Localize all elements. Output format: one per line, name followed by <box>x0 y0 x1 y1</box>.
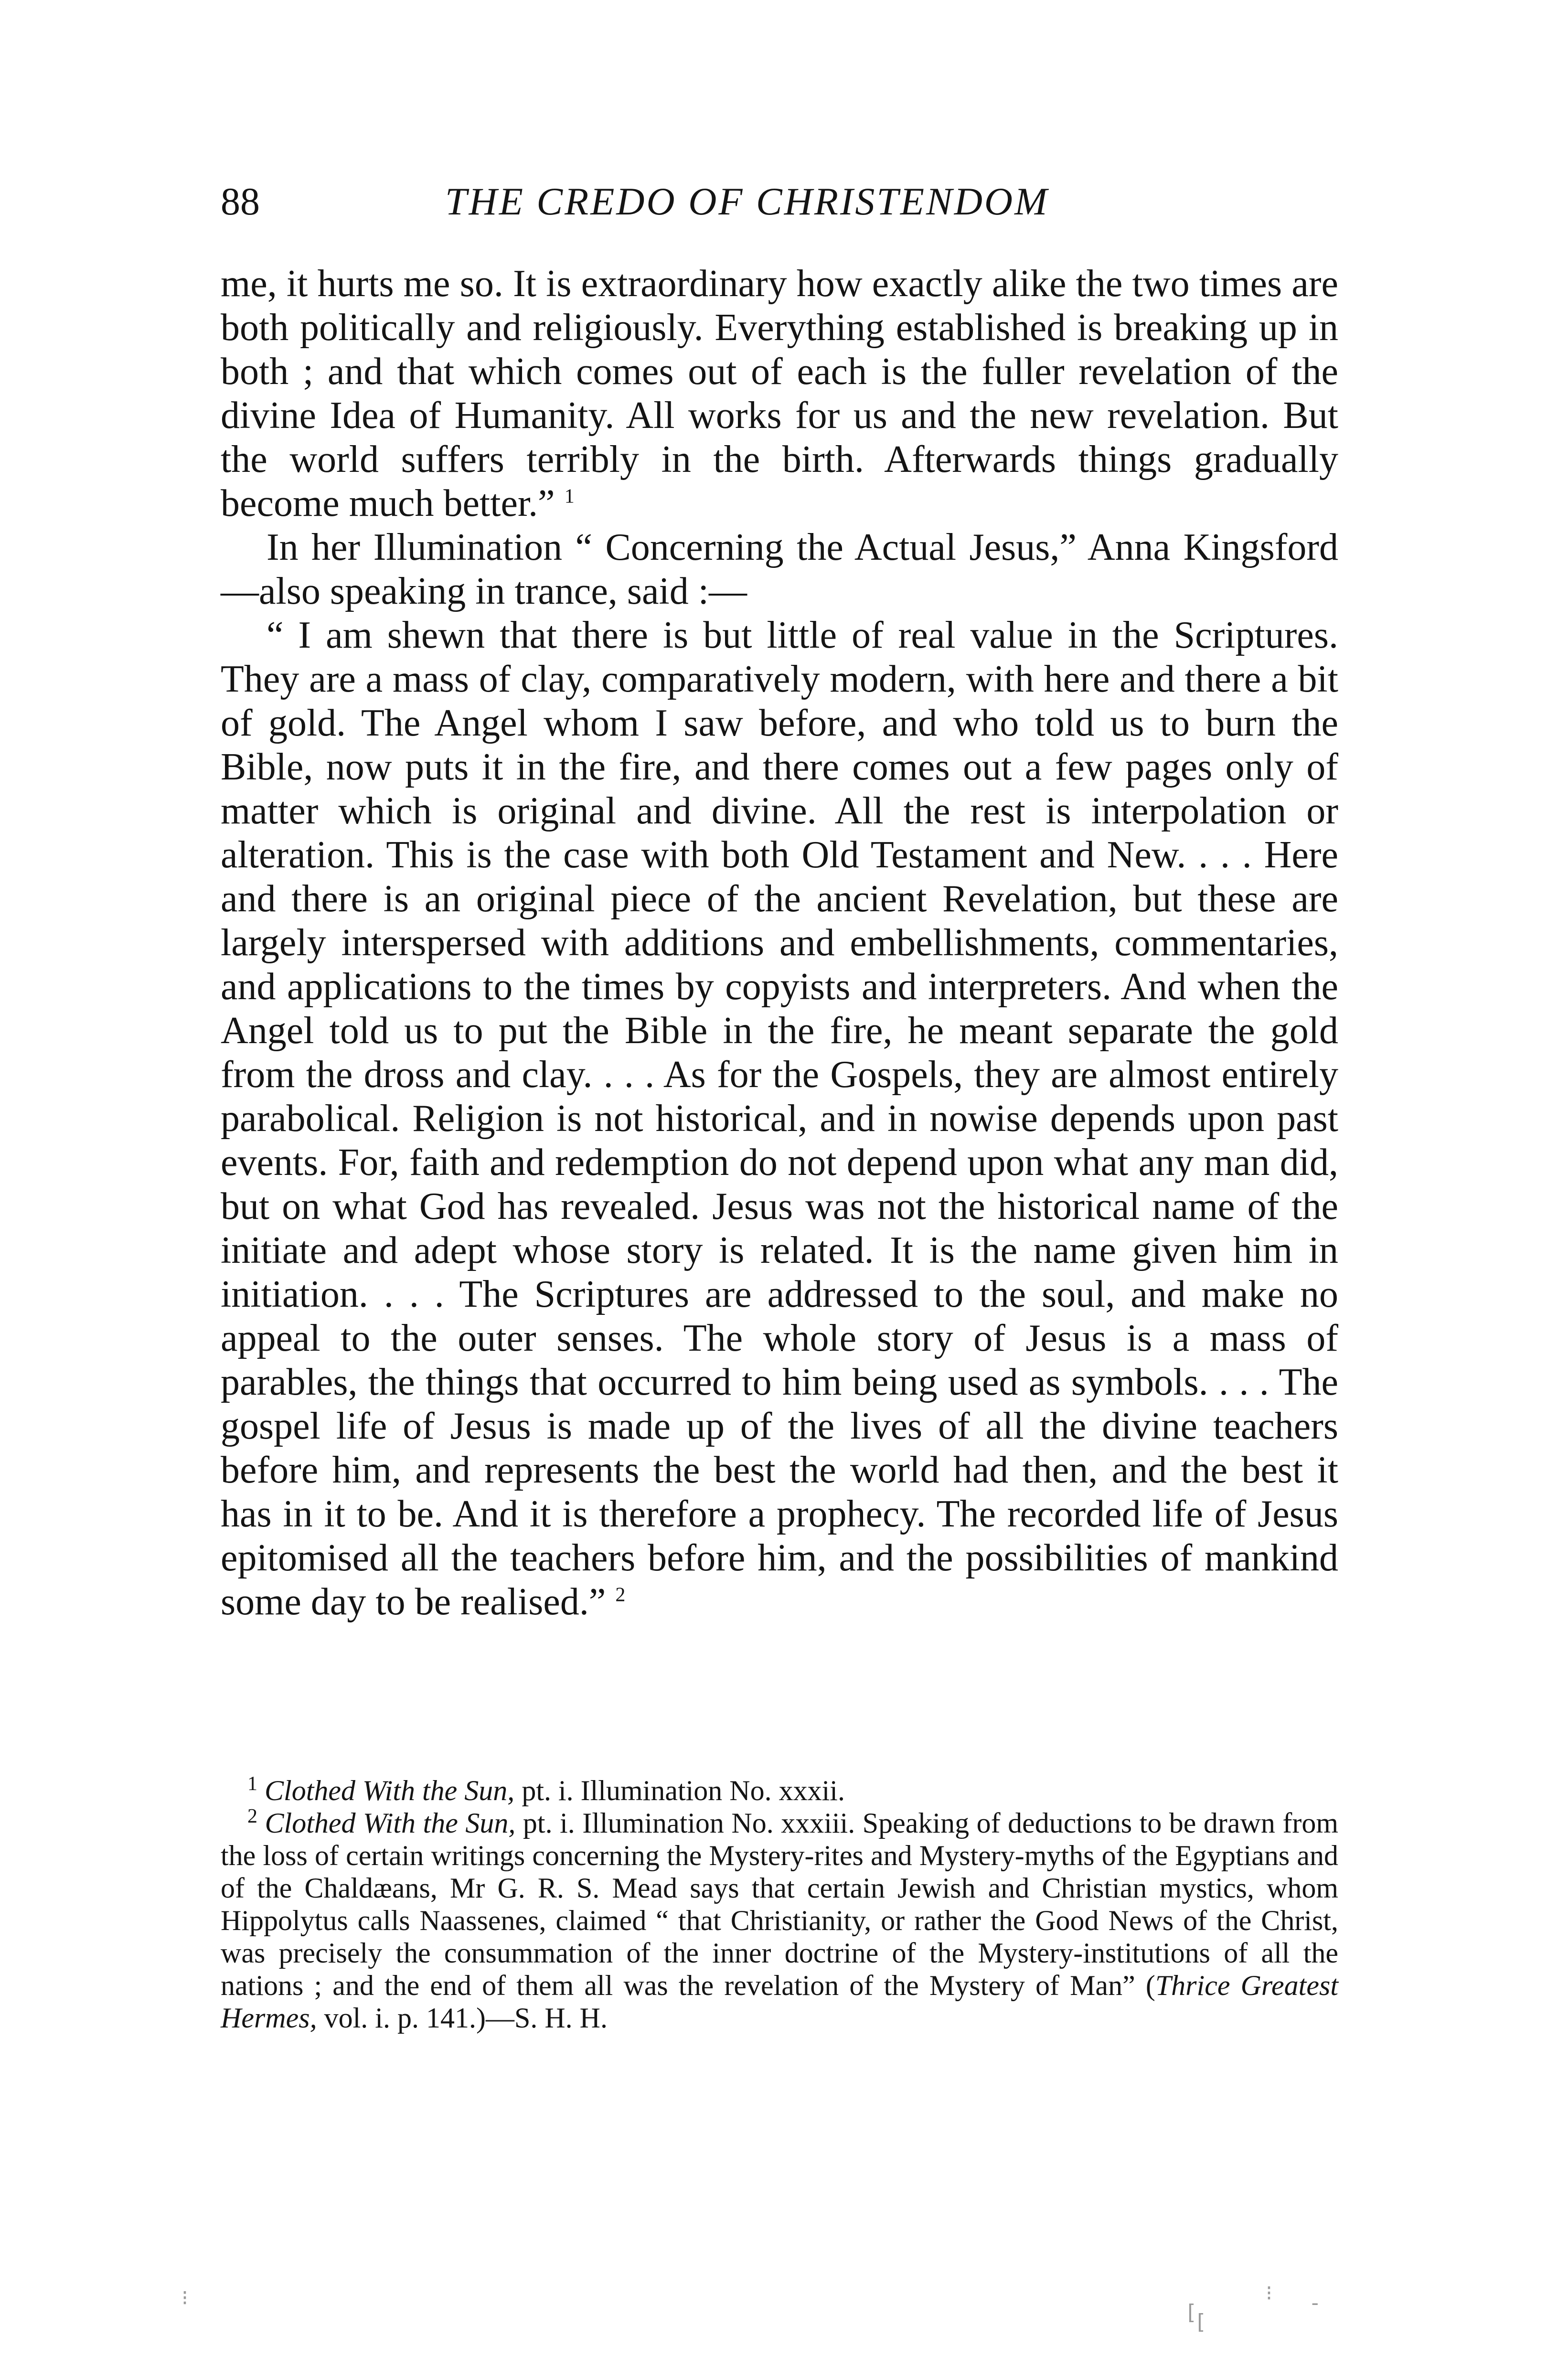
paragraph <box>221 525 1338 613</box>
footnote-marker: 2 <box>247 1805 257 1827</box>
footnote <box>221 1774 1338 1807</box>
block-quote <box>221 613 1338 1624</box>
footnote-book-title: Clothed With the Sun, <box>265 1775 515 1806</box>
page-number: 88 <box>221 180 260 223</box>
scan-artifact: - <box>1309 2291 1322 2315</box>
body-text <box>221 262 1338 1624</box>
footnotes <box>221 1774 1338 2034</box>
scan-artifact: [ <box>1184 2300 1197 2325</box>
footnote-text: pt. i. Illumination No. xxxiii. Speaking of deductions to be drawn from the loss of certain writings concerning the Mystery-rites and Mystery-myths of the Egyptians and of the Chaldæans, Mr G. R. S. Mead says that certain Jewish and Christian mystics, whom Hippolytus calls Naassenes, claimed “ that Christianity, or rather the Good News of the Christ, was precisely the consummation of the inner doctrine of the Mystery-institutions of all the nations ; and the end of them all was the revelation of the Mystery of Man” ( <box>221 1807 1339 2001</box>
paragraph-text: me, it hurts me so. It is extraordinary how exactly alike the two times are both politically and religiously. Everything established is breaking up in both ; and that which comes out of each is the fuller revelation of the divine Idea of Humanity. All works for us and the new revelation. But the world suffers terribly in the birth. Afterwards things gradually become much better.” <box>221 263 1338 524</box>
paragraph-text: In her Illumination “ Concerning the Actual Jesus,” Anna Kingsford—also speaking in trance, said :— <box>221 526 1338 612</box>
scan-artifact: [ <box>1194 2310 1207 2334</box>
footnote-text: vol. i. p. 141.)—S. H. H. <box>317 2002 608 2034</box>
footnote-reference: 2 <box>615 1584 626 1606</box>
paragraph-text: “ I am shewn that there is but little of real value in the Scriptures. They are a mass of clay, comparatively modern, with here and there a bit of gold. The Angel whom I saw before, and who told us to burn the Bible, now puts it in the fire, and there comes out a few pages only of matter which is original and divine. All the rest is interpolation or alteration. This is the case with both Old Testament and New. . . . Here and there is an original piece of the ancient Revelation, but these are largely interspersed with additions and embellishments, commentaries, and applications to the times by copyists and interpreters. And when the Angel told us to put the Bible in the fire, he meant separate the gold from the dross and clay. . . . As for the Gospels, they are almost entirely parabolical. Religion is not historical, and in nowise depends upon past events. For, faith and redemption do not depend upon what any man did, but on what God has revealed. Jesus was not the historical name of the initiate and adept whose story is related. It is the name given him in initiation. . . . The Scriptures are addressed to the soul, and make no appeal to the outer senses. The whole story of Jesus is a mass of parables, the things that occurred to him being used as symbols. . . . The gospel life of Jesus is made up of the lives of all the divine teachers before him, and represents the best the world had then, and the best it has in it to be. And it is therefore a prophecy. The recorded life of Jesus epitomised all the teachers before him, and the possibilities of mankind some day to be realised.” <box>221 614 1338 1623</box>
footnote-text: pt. i. Illumination No. xxxii. <box>514 1775 845 1806</box>
scan-artifact: ⁝ <box>1266 2281 1272 2305</box>
footnote <box>221 1807 1338 2034</box>
footnote-reference: 1 <box>564 485 575 508</box>
paragraph <box>221 262 1338 525</box>
footnote-marker: 1 <box>247 1773 257 1795</box>
footnote-book-title: Clothed With the Sun, <box>265 1807 516 1839</box>
scan-artifact: ⁝ <box>181 2286 188 2310</box>
page-header <box>221 178 1338 230</box>
running-title: THE CREDO OF CHRISTENDOM <box>445 180 1049 223</box>
footnote-book-title: Thrice Greatest Hermes, <box>221 1970 1338 2034</box>
